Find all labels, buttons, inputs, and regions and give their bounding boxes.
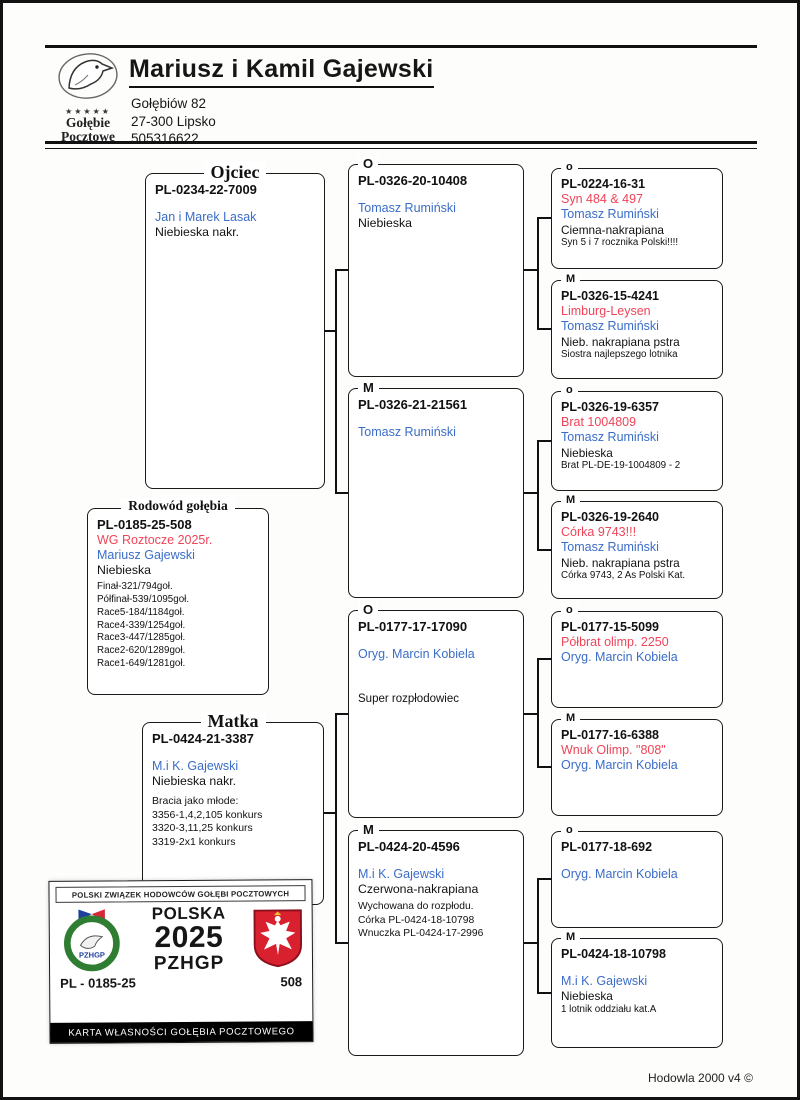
ring-number: PL-0234-22-7009 [155, 182, 257, 197]
great-grandparent-box-6 [551, 712, 723, 816]
result-line: Race1-649/1281goł. [97, 657, 186, 669]
connector-line [537, 658, 551, 660]
subject-box [87, 498, 269, 695]
ring-number: PL-0424-20-4596 [358, 839, 460, 854]
connector-line [524, 713, 538, 715]
owner-name: M.i K. Gajewski [358, 866, 445, 881]
card-ring-row [50, 972, 312, 991]
note-line: Syn 5 i 7 rocznika Polski!!!! [561, 237, 679, 249]
owner-name: M.i K. Gajewski [561, 974, 648, 988]
ring-number: PL-0177-17-17090 [358, 619, 468, 634]
note-line: Wnuczka PL-0424-17-2996 [358, 927, 484, 939]
ring-number: PL-0224-16-31 [561, 177, 646, 191]
connector-line [537, 549, 551, 551]
color-description: Nieb. nakrapiana pstra [561, 334, 680, 349]
note-line: Siostra najlepszego lotnika [561, 349, 678, 361]
connector-line [537, 878, 551, 880]
ring-number: PL-0326-20-10408 [358, 173, 468, 188]
mother-section-title: Matka [143, 711, 323, 732]
sex-label: o [561, 824, 578, 836]
connector-line [524, 492, 538, 494]
note-line: 1 lotnik oddziału kat.A [561, 1003, 657, 1015]
great-grandparent-box-7 [551, 824, 723, 928]
sex-label: O [358, 602, 378, 617]
note-line: Brat PL-DE-19-1004809 - 2 [561, 460, 681, 472]
owner-name: Tomasz Rumiński [358, 200, 456, 215]
card-country: POLSKA [151, 903, 226, 924]
result-line: Race3-447/1285goł. [97, 632, 186, 644]
connector-line [335, 492, 348, 494]
connector-line [537, 766, 551, 768]
color-description: Niebieska nakr. [152, 773, 237, 788]
connector-line [524, 942, 538, 944]
sex-label: O [358, 156, 378, 171]
color-description: Niebieska [97, 563, 151, 578]
sex-label: M [561, 712, 580, 724]
card-header: POLSKI ZWIĄZEK HODOWCÓW GOŁĘBI POCZTOWYCH [55, 885, 305, 903]
great-grandparent-box-3 [551, 384, 723, 491]
subject-section-title: Rodowód gołębia [88, 497, 268, 515]
sex-label: M [561, 931, 580, 943]
card-middle [50, 901, 312, 974]
grandparent-box-maternal-dam [348, 822, 524, 1056]
sex-label: M [561, 494, 580, 506]
connector-line [537, 992, 551, 994]
note-line: 3319-2x1 konkurs [152, 836, 236, 849]
connector-line [335, 269, 337, 494]
owner-name: Tomasz Rumiński [358, 424, 456, 439]
owner-name: M.i K. Gajewski [152, 758, 239, 773]
ring-number: PL-0424-21-3387 [152, 731, 254, 746]
great-grandparent-box-4 [551, 494, 723, 599]
achievement-line: Limburg-Leysen [561, 304, 651, 318]
sex-label: o [561, 604, 578, 616]
breeder-address [131, 95, 216, 148]
achievement-line: WG Roztocze 2025r. [97, 532, 213, 547]
ring-number: PL-0185-25-508 [97, 517, 192, 532]
connector-line [537, 217, 539, 330]
connector-line [537, 658, 539, 768]
color-description: Niebieska [561, 989, 613, 1004]
father-box [145, 162, 325, 489]
breeding-notes [358, 900, 514, 940]
breeder-name: Mariusz i Kamil Gajewski [129, 55, 434, 88]
owner-name: Tomasz Rumiński [561, 319, 659, 334]
achievement-line: Półbrat olimp. 2250 [561, 635, 669, 649]
grandparent-box-maternal-sire [348, 602, 524, 818]
owner-name: Tomasz Rumiński [561, 540, 659, 555]
ring-number: PL-0424-18-10798 [561, 947, 666, 961]
note-line: Wychowana do rozpłodu. [358, 901, 474, 913]
breeder-logo [47, 51, 129, 144]
connector-line [537, 440, 551, 442]
card-org: PZHGP [153, 952, 225, 975]
great-grandparent-box-5 [551, 604, 723, 708]
note-line: 3320-3,11,25 konkurs [152, 822, 253, 835]
software-credit: Hodowla 2000 v4 © [648, 1071, 753, 1085]
color-description: Czerwona-nakrapiana [358, 881, 479, 896]
card-year: 2025 [154, 920, 224, 955]
achievement-line: Wnuk Olimp. "808" [561, 743, 666, 757]
achievement-line: Brat 1004809 [561, 415, 637, 429]
great-grandparent-box-2 [551, 273, 723, 379]
sex-label: M [358, 822, 379, 837]
connector-line [537, 217, 551, 219]
ring-number: PL-0326-19-6357 [561, 400, 659, 414]
header-top-rule [45, 45, 757, 48]
note-line: Córka PL-0424-18-10798 [358, 914, 475, 926]
ring-number: PL-0177-18-692 [561, 840, 653, 854]
connector-line [537, 440, 539, 551]
color-description: Niebieska [561, 445, 613, 460]
owner-name: Jan i Marek Lasak [155, 209, 257, 224]
result-line: Race2-620/1289goł. [97, 645, 186, 657]
owner-name: Oryg. Marcin Kobiela [358, 646, 475, 661]
ring-number: PL-0326-21-21561 [358, 397, 468, 412]
note-line: Córka 9743, 2 As Polski Kat. [561, 570, 686, 582]
connector-line [335, 713, 348, 715]
breeding-note: Super rozpłodowiec [358, 692, 460, 705]
phone-number: 505316622 [131, 131, 199, 147]
sex-label: M [358, 380, 379, 395]
owner-name: Oryg. Marcin Kobiela [561, 650, 678, 665]
color-description: Niebieska nakr. [155, 224, 240, 239]
owner-name: Mariusz Gajewski [97, 547, 195, 562]
great-grandparent-box-1 [551, 161, 723, 269]
ring-number: PL-0326-15-4241 [561, 289, 659, 303]
result-line: Finał-321/794goł. [97, 581, 173, 593]
sibling-notes [152, 795, 314, 850]
owner-name: Tomasz Rumiński [561, 207, 659, 222]
logo-text-line2: Pocztowe [61, 129, 115, 145]
connector-line [335, 942, 348, 944]
logo-stars: ★★★★★ [65, 107, 111, 116]
owner-name: Oryg. Marcin Kobiela [561, 758, 678, 773]
card-footer-bar: KARTA WŁASNOŚCI GOŁĘBIA POCZTOWEGO [50, 1021, 312, 1043]
logo-text-line1: Gołębie [65, 115, 111, 130]
grandparent-box-paternal-sire [348, 156, 524, 377]
connector-line [524, 269, 538, 271]
connector-line [335, 269, 348, 271]
ring-number: PL-0177-15-5099 [561, 620, 659, 634]
result-line: Race4-339/1254goł. [97, 619, 186, 631]
sex-label: M [561, 273, 580, 285]
eagle-emblem-icon [252, 906, 304, 970]
address-line-1: Gołębiów 82 [131, 96, 207, 111]
card-ring-series: PL - 0185-25 [60, 975, 136, 991]
ring-number: PL-0326-19-2640 [561, 510, 659, 524]
pzhgp-wreath-emblem-icon [58, 905, 126, 973]
sex-label: o [561, 384, 578, 396]
race-results [97, 581, 259, 670]
connector-line [537, 878, 539, 994]
achievement-line: Córka 9743!!! [561, 525, 637, 539]
card-title-block [152, 905, 226, 974]
header-bottom-rule-thin [45, 148, 757, 149]
grandparent-box-paternal-dam [348, 380, 524, 598]
sex-label: o [561, 161, 578, 173]
card-ring-number: 508 [280, 974, 303, 990]
pigeon-logo-icon [55, 51, 121, 101]
father-section-title: Ojciec [146, 162, 324, 183]
note-line: Bracia jako młode: [152, 795, 239, 808]
address-line-2: 27-300 Lipsko [131, 113, 216, 129]
result-line: Półfinał-539/1095goł. [97, 594, 190, 606]
note-line: 3356-1,4,2,105 konkurs [152, 808, 263, 821]
owner-name: Tomasz Rumiński [561, 430, 659, 445]
color-description: Nieb. nakrapiana pstra [561, 555, 680, 570]
owner-name: Oryg. Marcin Kobiela [561, 867, 678, 881]
color-description: Ciemna-nakrapiana [561, 222, 664, 237]
great-grandparent-box-8 [551, 931, 723, 1048]
ownership-card [48, 879, 313, 1044]
mother-box [142, 711, 324, 905]
svg-text:PZHGP: PZHGP [78, 950, 105, 960]
connector-line [537, 328, 551, 330]
connector-line [335, 713, 337, 944]
color-description: Niebieska [358, 215, 412, 230]
ring-number: PL-0177-16-6388 [561, 728, 659, 742]
achievement-line: Syn 484 & 497 [561, 192, 644, 206]
result-line: Race5-184/1184goł. [97, 606, 185, 618]
